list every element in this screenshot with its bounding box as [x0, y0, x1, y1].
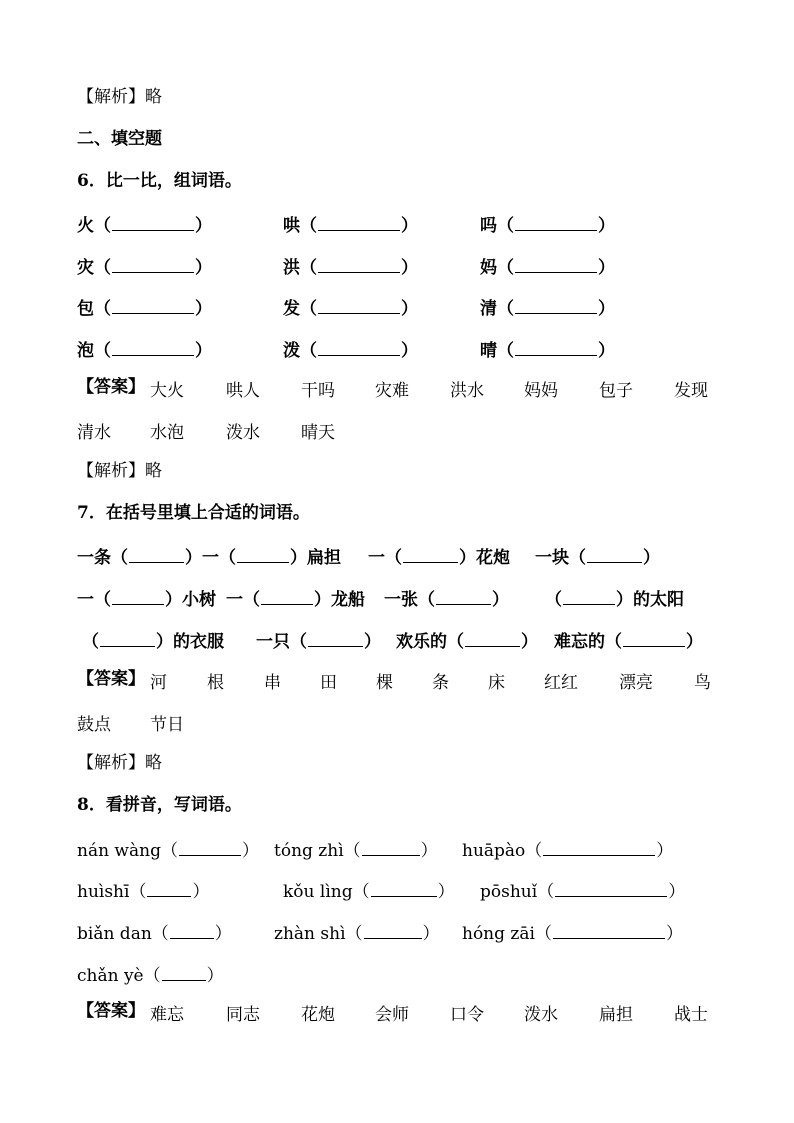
answer-word: 鸟: [694, 673, 711, 693]
q7-text: （: [82, 632, 99, 652]
answer-word: 田: [320, 673, 337, 693]
q8-item: [77, 919, 232, 944]
close-paren: ）: [422, 924, 440, 944]
q8-blank[interactable]: [543, 839, 655, 856]
close-paren: ）: [195, 258, 212, 278]
answer-word: 根: [207, 673, 224, 693]
q7-answer-line1: [77, 668, 145, 692]
q7-blank[interactable]: [308, 630, 363, 647]
open-paren: （: [525, 841, 543, 861]
close-paren: ）: [598, 258, 615, 278]
q6-char: 妈: [480, 258, 497, 278]
answer-word: 会师: [375, 1005, 409, 1025]
q6-blank[interactable]: [515, 214, 597, 231]
q6-cell: [283, 336, 418, 361]
close-paren: ）: [195, 341, 212, 361]
q6-cell: [283, 294, 418, 319]
q8-item: [462, 836, 673, 861]
pinyin-text: chǎn yè: [77, 966, 144, 986]
q6-char: 泼: [283, 341, 300, 361]
q7-text: 欢乐的（: [396, 632, 464, 652]
q8-item: [283, 877, 455, 902]
pinyin-text: zhàn shì: [274, 924, 346, 944]
q7-text: ）小树: [165, 590, 216, 610]
q6-blank[interactable]: [112, 339, 194, 356]
open-paren: （: [129, 882, 147, 902]
q8-blank[interactable]: [371, 880, 437, 897]
answer-word: 红红: [544, 673, 578, 693]
pinyin-text: tóng zhì: [274, 841, 344, 861]
open-paren: （: [497, 341, 514, 361]
pinyin-text: kǒu lìng: [283, 882, 353, 902]
close-paren: ）: [598, 299, 615, 319]
q8-blank[interactable]: [362, 839, 420, 856]
q6-cell: [77, 336, 212, 361]
answer-word: 战士: [674, 1005, 708, 1025]
close-paren: ）: [401, 341, 418, 361]
q6-cell: [77, 294, 212, 319]
answer-word: 晴天: [301, 423, 335, 443]
open-paren: （: [300, 299, 317, 319]
q7-blank[interactable]: [112, 588, 164, 605]
q7-phrase: [77, 543, 341, 568]
analysis-tag: 【解析】: [77, 753, 145, 773]
open-paren: （: [345, 924, 363, 944]
q6-char: 晴: [480, 341, 497, 361]
close-paren: ）: [598, 216, 615, 236]
answer-word: 花炮: [301, 1005, 335, 1025]
q7-blank[interactable]: [587, 546, 642, 563]
analysis-tag: 【解析】: [77, 461, 145, 481]
q7-blank[interactable]: [261, 588, 313, 605]
q6-title: 6．比一比，组词语。: [77, 171, 242, 191]
q6-cell: [480, 294, 615, 319]
q7-text: ）: [686, 632, 703, 652]
q7-phrase: [535, 543, 660, 568]
close-paren: ）: [668, 882, 686, 902]
close-paren: ）: [401, 216, 418, 236]
answer-tag: 【答案】: [77, 1001, 145, 1021]
q8-title: 8．看拼音，写词语。: [77, 795, 242, 815]
q6-cell: [283, 253, 418, 278]
q7-blank[interactable]: [100, 630, 155, 647]
answer-word: 条: [432, 673, 449, 693]
q7-blank[interactable]: [563, 588, 615, 605]
close-paren: ）: [192, 882, 210, 902]
open-paren: （: [300, 258, 317, 278]
open-paren: （: [300, 216, 317, 236]
q8-blank[interactable]: [555, 880, 667, 897]
answer-word: 口令: [450, 1005, 484, 1025]
q7-text: ）一（: [185, 548, 236, 568]
close-paren: ）: [401, 299, 418, 319]
q6-char: 清: [480, 299, 497, 319]
q7-text: 一（: [368, 548, 402, 568]
pinyin-text: huìshī: [77, 882, 130, 902]
answer-word: 鼓点: [77, 715, 111, 735]
answer-word: 洪水: [450, 381, 484, 401]
analysis-text: 略: [145, 461, 162, 481]
q7-text: ）: [364, 632, 381, 652]
q7-phrase: [545, 585, 684, 610]
q7-text: 一只（: [256, 632, 307, 652]
q6-cell: [480, 211, 615, 236]
answer-word: 妈妈: [524, 381, 558, 401]
analysis-text: 略: [145, 753, 162, 773]
close-paren: ）: [656, 841, 674, 861]
pinyin-text: nán wàng: [77, 841, 161, 861]
open-paren: （: [352, 882, 370, 902]
q7-text: 一块（: [535, 548, 586, 568]
q7-phrase: [554, 627, 703, 652]
answer-word: 扁担: [599, 1005, 633, 1025]
q7-phrase: [226, 585, 365, 610]
q7-blank[interactable]: [403, 546, 458, 563]
close-paren: ）: [665, 924, 683, 944]
answer-word: 同志: [226, 1005, 260, 1025]
q6-answer-line1: [77, 376, 145, 400]
close-paren: ）: [214, 924, 232, 944]
pinyin-text: pōshuǐ: [480, 882, 538, 902]
q8-blank[interactable]: [147, 880, 191, 897]
close-paren: ）: [598, 341, 615, 361]
q7-phrase: [77, 585, 216, 610]
q8-item: [274, 836, 438, 861]
answer-word: 漂亮: [619, 673, 653, 693]
q7-text: ）龙船: [314, 590, 365, 610]
pinyin-text: huāpào: [462, 841, 526, 861]
q6-blank[interactable]: [112, 214, 194, 231]
q7-phrase: [256, 627, 381, 652]
answer-word: 床: [488, 673, 505, 693]
q6-cell: [77, 211, 212, 236]
q6-char: 哄: [283, 216, 300, 236]
close-paren: ）: [195, 216, 212, 236]
close-paren: ）: [195, 299, 212, 319]
q7-analysis: [77, 752, 162, 776]
close-paren: ）: [401, 258, 418, 278]
open-paren: （: [300, 341, 317, 361]
q6-char: 泡: [77, 341, 94, 361]
analysis-tag: 【解析】: [77, 87, 145, 107]
q8-blank[interactable]: [553, 922, 665, 939]
answer-word: 清水: [77, 423, 111, 443]
open-paren: （: [537, 882, 555, 902]
q7-text: 一（: [77, 590, 111, 610]
q7-blank[interactable]: [436, 588, 491, 605]
q8-item: [462, 919, 683, 944]
open-paren: （: [94, 299, 111, 319]
open-paren: （: [160, 841, 178, 861]
open-paren: （: [497, 299, 514, 319]
pinyin-text: biǎn dan: [77, 924, 152, 944]
q6-char: 灾: [77, 258, 94, 278]
answer-word: 棵: [376, 673, 393, 693]
q7-blank[interactable]: [465, 630, 520, 647]
q7-text: 难忘的（: [554, 632, 622, 652]
q6-blank[interactable]: [318, 297, 400, 314]
answer-word: 水泡: [150, 423, 184, 443]
open-paren: （: [343, 841, 361, 861]
q8-blank[interactable]: [162, 964, 206, 981]
q6-char: 发: [283, 299, 300, 319]
close-paren: ）: [420, 841, 438, 861]
open-paren: （: [497, 216, 514, 236]
q7-phrase: [384, 585, 509, 610]
close-paren: ）: [241, 841, 259, 861]
q7-text: ）的太阳: [616, 590, 684, 610]
open-paren: （: [497, 258, 514, 278]
q6-blank[interactable]: [112, 297, 194, 314]
q7-blank[interactable]: [237, 546, 289, 563]
answer-word: 包子: [599, 381, 633, 401]
answer-word: 串: [264, 673, 281, 693]
q6-cell: [283, 211, 418, 236]
q6-cell: [77, 253, 212, 278]
q6-blank[interactable]: [515, 256, 597, 273]
q6-blank[interactable]: [515, 297, 597, 314]
q6-analysis: [77, 460, 162, 484]
q7-text: ）: [492, 590, 509, 610]
q6-char: 吗: [480, 216, 497, 236]
answer-word: 发现: [674, 381, 708, 401]
open-paren: （: [534, 924, 552, 944]
q7-blank[interactable]: [129, 546, 184, 563]
q8-item: [480, 877, 685, 902]
q8-item: [77, 877, 209, 902]
q7-text: 一张（: [384, 590, 435, 610]
answer-word: 泼水: [226, 423, 260, 443]
answer-tag: 【答案】: [77, 669, 145, 689]
answer-word: 大火: [150, 381, 184, 401]
q6-cell: [480, 253, 615, 278]
q6-char: 包: [77, 299, 94, 319]
q7-phrase: [368, 543, 510, 568]
q6-blank[interactable]: [318, 339, 400, 356]
q8-item: [77, 836, 259, 861]
section-title: 二、填空题: [77, 129, 162, 149]
q6-char: 洪: [283, 258, 300, 278]
answer-word: 泼水: [524, 1005, 558, 1025]
q7-text: ）: [521, 632, 538, 652]
q7-text: ）扁担: [290, 548, 341, 568]
q7-phrase: [82, 627, 224, 652]
pinyin-text: hóng zāi: [462, 924, 535, 944]
open-paren: （: [151, 924, 169, 944]
q8-item: [274, 919, 440, 944]
q6-blank[interactable]: [515, 339, 597, 356]
q6-blank[interactable]: [318, 256, 400, 273]
answer-word: 难忘: [150, 1005, 184, 1025]
close-paren: ）: [206, 966, 224, 986]
answer-word: 灾难: [375, 381, 409, 401]
open-paren: （: [143, 966, 161, 986]
q6-char: 火: [77, 216, 94, 236]
q7-blank[interactable]: [623, 630, 685, 647]
q6-cell: [480, 336, 615, 361]
close-paren: ）: [437, 882, 455, 902]
q7-text: 一（: [226, 590, 260, 610]
q8-blank[interactable]: [179, 839, 241, 856]
open-paren: （: [94, 341, 111, 361]
q7-phrase: [396, 627, 538, 652]
q7-text: ）的衣服: [156, 632, 224, 652]
open-paren: （: [94, 258, 111, 278]
answer-word: 河: [150, 673, 167, 693]
answer-word: 哄人: [226, 381, 260, 401]
analysis-text: 略: [145, 87, 162, 107]
q7-title: 7．在括号里填上合适的词语。: [77, 503, 310, 523]
q6-blank[interactable]: [112, 256, 194, 273]
q7-text: 一条（: [77, 548, 128, 568]
q7-text: ）: [643, 548, 660, 568]
q8-answer-line1: [77, 1000, 145, 1024]
q7-text: （: [545, 590, 562, 610]
q6-blank[interactable]: [318, 214, 400, 231]
answer-word: 节日: [150, 715, 184, 735]
open-paren: （: [94, 216, 111, 236]
q8-item: [77, 961, 224, 986]
prev-analysis: [77, 86, 162, 110]
q7-text: ）花炮: [459, 548, 510, 568]
answer-word: 干吗: [301, 381, 335, 401]
answer-tag: 【答案】: [77, 377, 145, 397]
q8-blank[interactable]: [364, 922, 422, 939]
q8-blank[interactable]: [170, 922, 214, 939]
